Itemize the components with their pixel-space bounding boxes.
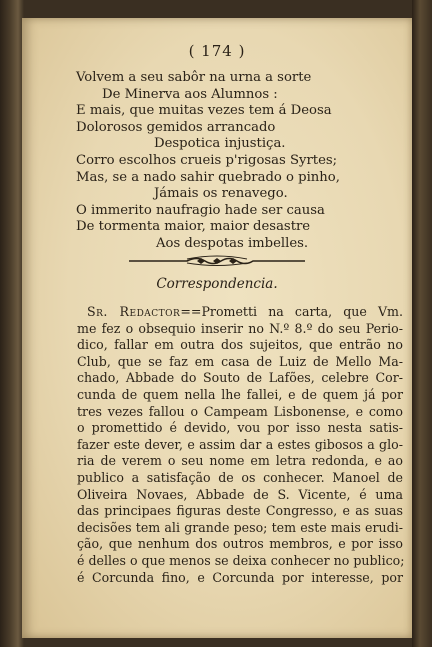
prose-line: é delles o que menos se deixa conhecer no publico; [77,552,405,568]
prose-line: publico a satisfação de os conhecer. Manoel de [77,469,403,485]
poem-line: Mas, se a nado sahir quebrado o pinho, [76,169,340,185]
prose-line: decisões tem ali grande peso; tem este mais erudi- [77,519,403,535]
poem-line: Despotica injustiça. [154,136,286,152]
prose-line: das principaes figuras deste Congresso, e as suas [77,503,403,519]
book-fore-edge [412,0,432,647]
poem-line: Aos despotas imbelles. [156,235,309,251]
page-paper [22,18,412,638]
prose-first-line-rest: Prometti na carta, que Vm. [201,304,403,319]
prose-line: o promettido é devido, vou por isso nesta satis- [77,420,403,436]
section-heading: Correspondencia. [156,276,278,292]
prose-line: cunda de quem nella lhe fallei, e de quem já por [77,386,403,402]
prose-line: chado, Abbade do Souto de Lafões, celebre Cor- [77,370,403,386]
prose-first-line [77,304,403,321]
poem-line: E mais, que muitas vezes tem á Deosa [76,103,332,119]
poem-line: Dolorosos gemidos arrancado [76,119,276,135]
poem-line: Jámais os renavego. [154,186,288,202]
ornamental-divider [127,254,307,266]
poem-line: De Minerva aos Alumnos : [102,86,278,102]
prose-line: ção, que nenhum dos outros membros, e por isso [77,536,403,552]
poem-line: De tormenta maior, maior desastre [76,219,311,235]
prose-line: me fez o obsequio inserir no N.º 8.º do seu Perio- [77,320,403,336]
poem-block [76,70,376,253]
salutation: Sr. Redactor [87,304,181,319]
prose-line: tres vezes fallou o Campeam Lisbonense, e como [77,403,403,419]
poem-line: Volvem a seu sabôr na urna a sorte [76,70,312,85]
prose-line: Oliveira Novaes, Abbade de S. Vicente, é uma [77,486,403,502]
double-dash: == [180,304,202,319]
correspondence-text [77,304,403,586]
prose-line: fazer este dever, e assim dar a estes gibosos a glo- [77,436,403,452]
poem-line: O immerito naufragio hade ser causa [76,202,325,218]
page-number: ( 174 ) [188,42,246,60]
prose-line: é Corcunda fino, e Corcunda por interesse, por [77,569,403,585]
prose-line: dico, fallar em outra dos sujeitos, que entrão no [77,337,403,353]
poem-line: Corro escolhos crueis p'rigosas Syrtes; [76,152,338,168]
prose-line: ria de verem o seu nome em letra redonda, e ao [77,453,403,469]
prose-line: Club, que se faz em casa de Luiz de Mello Ma- [77,353,403,369]
